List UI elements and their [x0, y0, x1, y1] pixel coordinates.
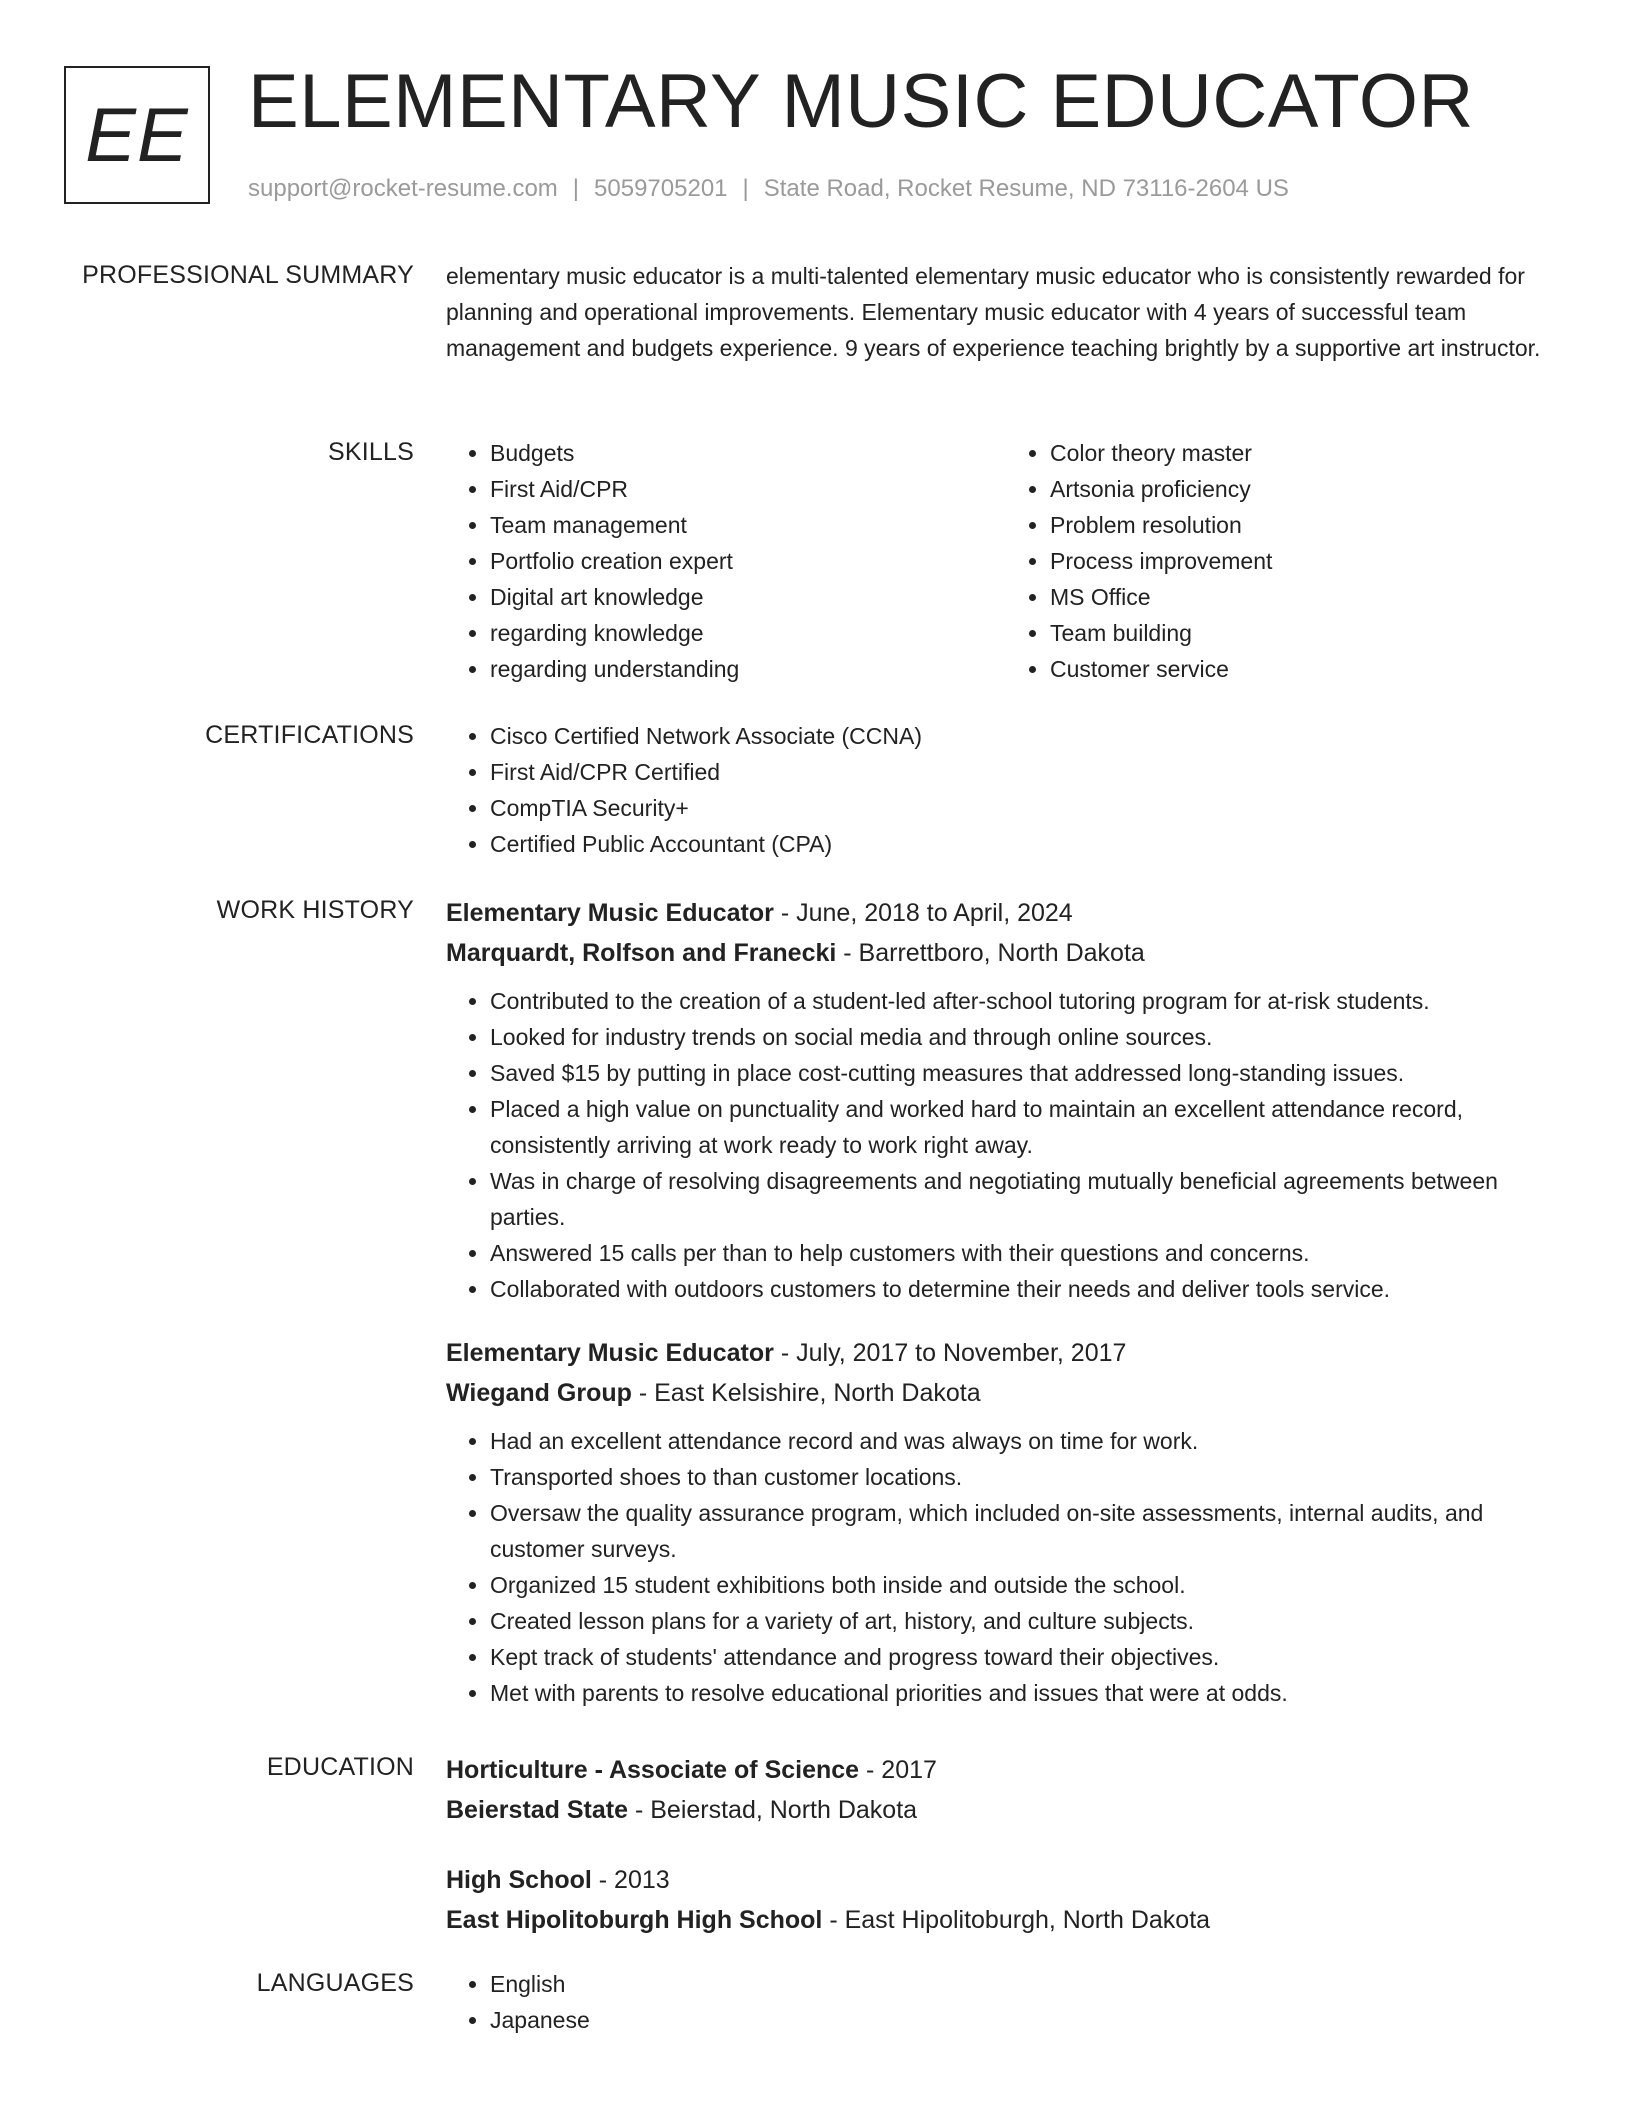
list-item: • Budgets	[490, 435, 1006, 471]
list-item: • Had an excellent attendance record and was always on time for work.	[490, 1423, 1566, 1459]
list-item: • Met with parents to resolve educational priorities and issues that were at odds.	[490, 1675, 1566, 1711]
education-heading: EDUCATION	[266, 1753, 414, 1781]
job-bullets	[446, 1423, 1566, 1711]
degree-name: High School	[446, 1866, 592, 1894]
address-text: State Road, Rocket Resume, ND 73116-2604 US	[763, 175, 1289, 202]
list-item: • Collaborated with outdoors customers to determine their needs and deliver tools service.	[490, 1271, 1566, 1307]
list-item: • Created lesson plans for a variety of art, history, and culture subjects.	[490, 1603, 1566, 1639]
separator: |	[572, 175, 580, 202]
list-item: • regarding knowledge	[490, 615, 1006, 651]
work-body	[446, 893, 1566, 1737]
certifications-heading: CERTIFICATIONS	[205, 721, 414, 749]
contact-line	[248, 174, 1289, 204]
school-location: - East Hipolitoburgh, North Dakota	[822, 1906, 1211, 1934]
job-company: Marquardt, Rolfson and Franecki	[446, 939, 837, 967]
summary-heading: PROFESSIONAL SUMMARY	[82, 261, 414, 289]
degree-year: - 2013	[591, 1866, 670, 1894]
job-company-line	[446, 1373, 1566, 1413]
list-item: • Portfolio creation expert	[490, 543, 1006, 579]
skills-list-right	[1006, 435, 1566, 687]
job-entry	[446, 1333, 1566, 1711]
list-item: • Looked for industry trends on social media and through online sources.	[490, 1019, 1566, 1055]
list-item: • First Aid/CPR	[490, 471, 1006, 507]
list-item: • CompTIA Security+	[490, 790, 1566, 826]
list-item: • Oversaw the quality assurance program, which included on-site assessments, internal audits, and customer surveys.	[490, 1495, 1566, 1567]
list-item: • Organized 15 student exhibitions both inside and outside the school.	[490, 1567, 1566, 1603]
list-item: • Team management	[490, 507, 1006, 543]
separator: |	[742, 175, 749, 202]
list-item: • Transported shoes to than customer locations.	[490, 1459, 1566, 1495]
skills-list-left	[446, 435, 1006, 687]
job-company: Wiegand Group	[446, 1379, 632, 1407]
list-item: • Certified Public Accountant (CPA)	[490, 826, 1566, 862]
email-link[interactable]: support@rocket-resume.com	[248, 175, 558, 202]
monogram-logo: EE	[64, 66, 210, 204]
list-item: • Color theory master	[1050, 435, 1566, 471]
degree-name: Horticulture - Associate of Science	[446, 1756, 860, 1784]
degree-line	[446, 1750, 1566, 1790]
list-item: • Customer service	[1050, 651, 1566, 687]
list-item: • Placed a high value on punctuality and worked hard to maintain an excellent attendance record, consistently arriving at work ready to work right away.	[490, 1091, 1566, 1163]
education-entry	[446, 1860, 1566, 1940]
job-entry	[446, 893, 1566, 1307]
education-entry	[446, 1750, 1566, 1830]
degree-year: - 2017	[859, 1756, 937, 1784]
list-item: • Digital art knowledge	[490, 579, 1006, 615]
list-item: • Problem resolution	[1050, 507, 1566, 543]
job-location: - East Kelsishire, North Dakota	[631, 1379, 981, 1407]
languages-body	[446, 1966, 1566, 2038]
page-title: ELEMENTARY MUSIC EDUCATOR	[248, 59, 1474, 144]
list-item: • Cisco Certified Network Associate (CCNA)	[490, 718, 1566, 754]
work-heading: WORK HISTORY	[216, 896, 414, 924]
skills-heading: SKILLS	[328, 438, 414, 466]
job-role: Elementary Music Educator	[446, 1339, 774, 1367]
degree-line	[446, 1860, 1566, 1900]
list-item: • Artsonia proficiency	[1050, 471, 1566, 507]
list-item: • Kept track of students' attendance and progress toward their objectives.	[490, 1639, 1566, 1675]
job-title-line	[446, 893, 1566, 933]
list-item: • Saved $15 by putting in place cost-cutting measures that addressed long-standing issues.	[490, 1055, 1566, 1091]
job-location: - Barrettboro, North Dakota	[836, 939, 1145, 967]
certifications-body	[446, 718, 1566, 862]
list-item: • regarding understanding	[490, 651, 1006, 687]
job-role: Elementary Music Educator	[446, 899, 774, 927]
job-title-line	[446, 1333, 1566, 1373]
school-name: Beierstad State	[446, 1796, 629, 1824]
education-body	[446, 1750, 1566, 1970]
certifications-list	[446, 718, 1566, 862]
school-location: - Beierstad, North Dakota	[628, 1796, 918, 1824]
list-item: • Japanese	[490, 2002, 1566, 2038]
school-line	[446, 1900, 1566, 1940]
skills-body	[446, 435, 1566, 687]
list-item: • MS Office	[1050, 579, 1566, 615]
list-item: • Was in charge of resolving disagreements and negotiating mutually beneficial agreements between parties.	[490, 1163, 1566, 1235]
list-item: • Team building	[1050, 615, 1566, 651]
school-line	[446, 1790, 1566, 1830]
list-item: • Answered 15 calls per than to help customers with their questions and concerns.	[490, 1235, 1566, 1271]
school-name: East Hipolitoburgh High School	[446, 1906, 823, 1934]
list-item: • Process improvement	[1050, 543, 1566, 579]
list-item: • Contributed to the creation of a student-led after-school tutoring program for at-risk students.	[490, 983, 1566, 1019]
job-bullets	[446, 983, 1566, 1307]
job-dates: - July, 2017 to November, 2017	[773, 1339, 1127, 1367]
list-item: • First Aid/CPR Certified	[490, 754, 1566, 790]
job-company-line	[446, 933, 1566, 973]
languages-heading: LANGUAGES	[256, 1969, 414, 1997]
summary-text: elementary music educator is a multi-talented elementary music educator who is consistently rewarded for planning and operational improvements. Elementary music educator with 4 years of successful team management and budgets experience. 9 years of experience teaching brightly by a supportive art instructor.	[446, 263, 1541, 361]
list-item: • English	[490, 1966, 1566, 2002]
phone-text: 5059705201	[594, 175, 728, 202]
summary-body	[446, 258, 1566, 366]
languages-list	[446, 1966, 1566, 2038]
job-dates: - June, 2018 to April, 2024	[773, 899, 1073, 927]
